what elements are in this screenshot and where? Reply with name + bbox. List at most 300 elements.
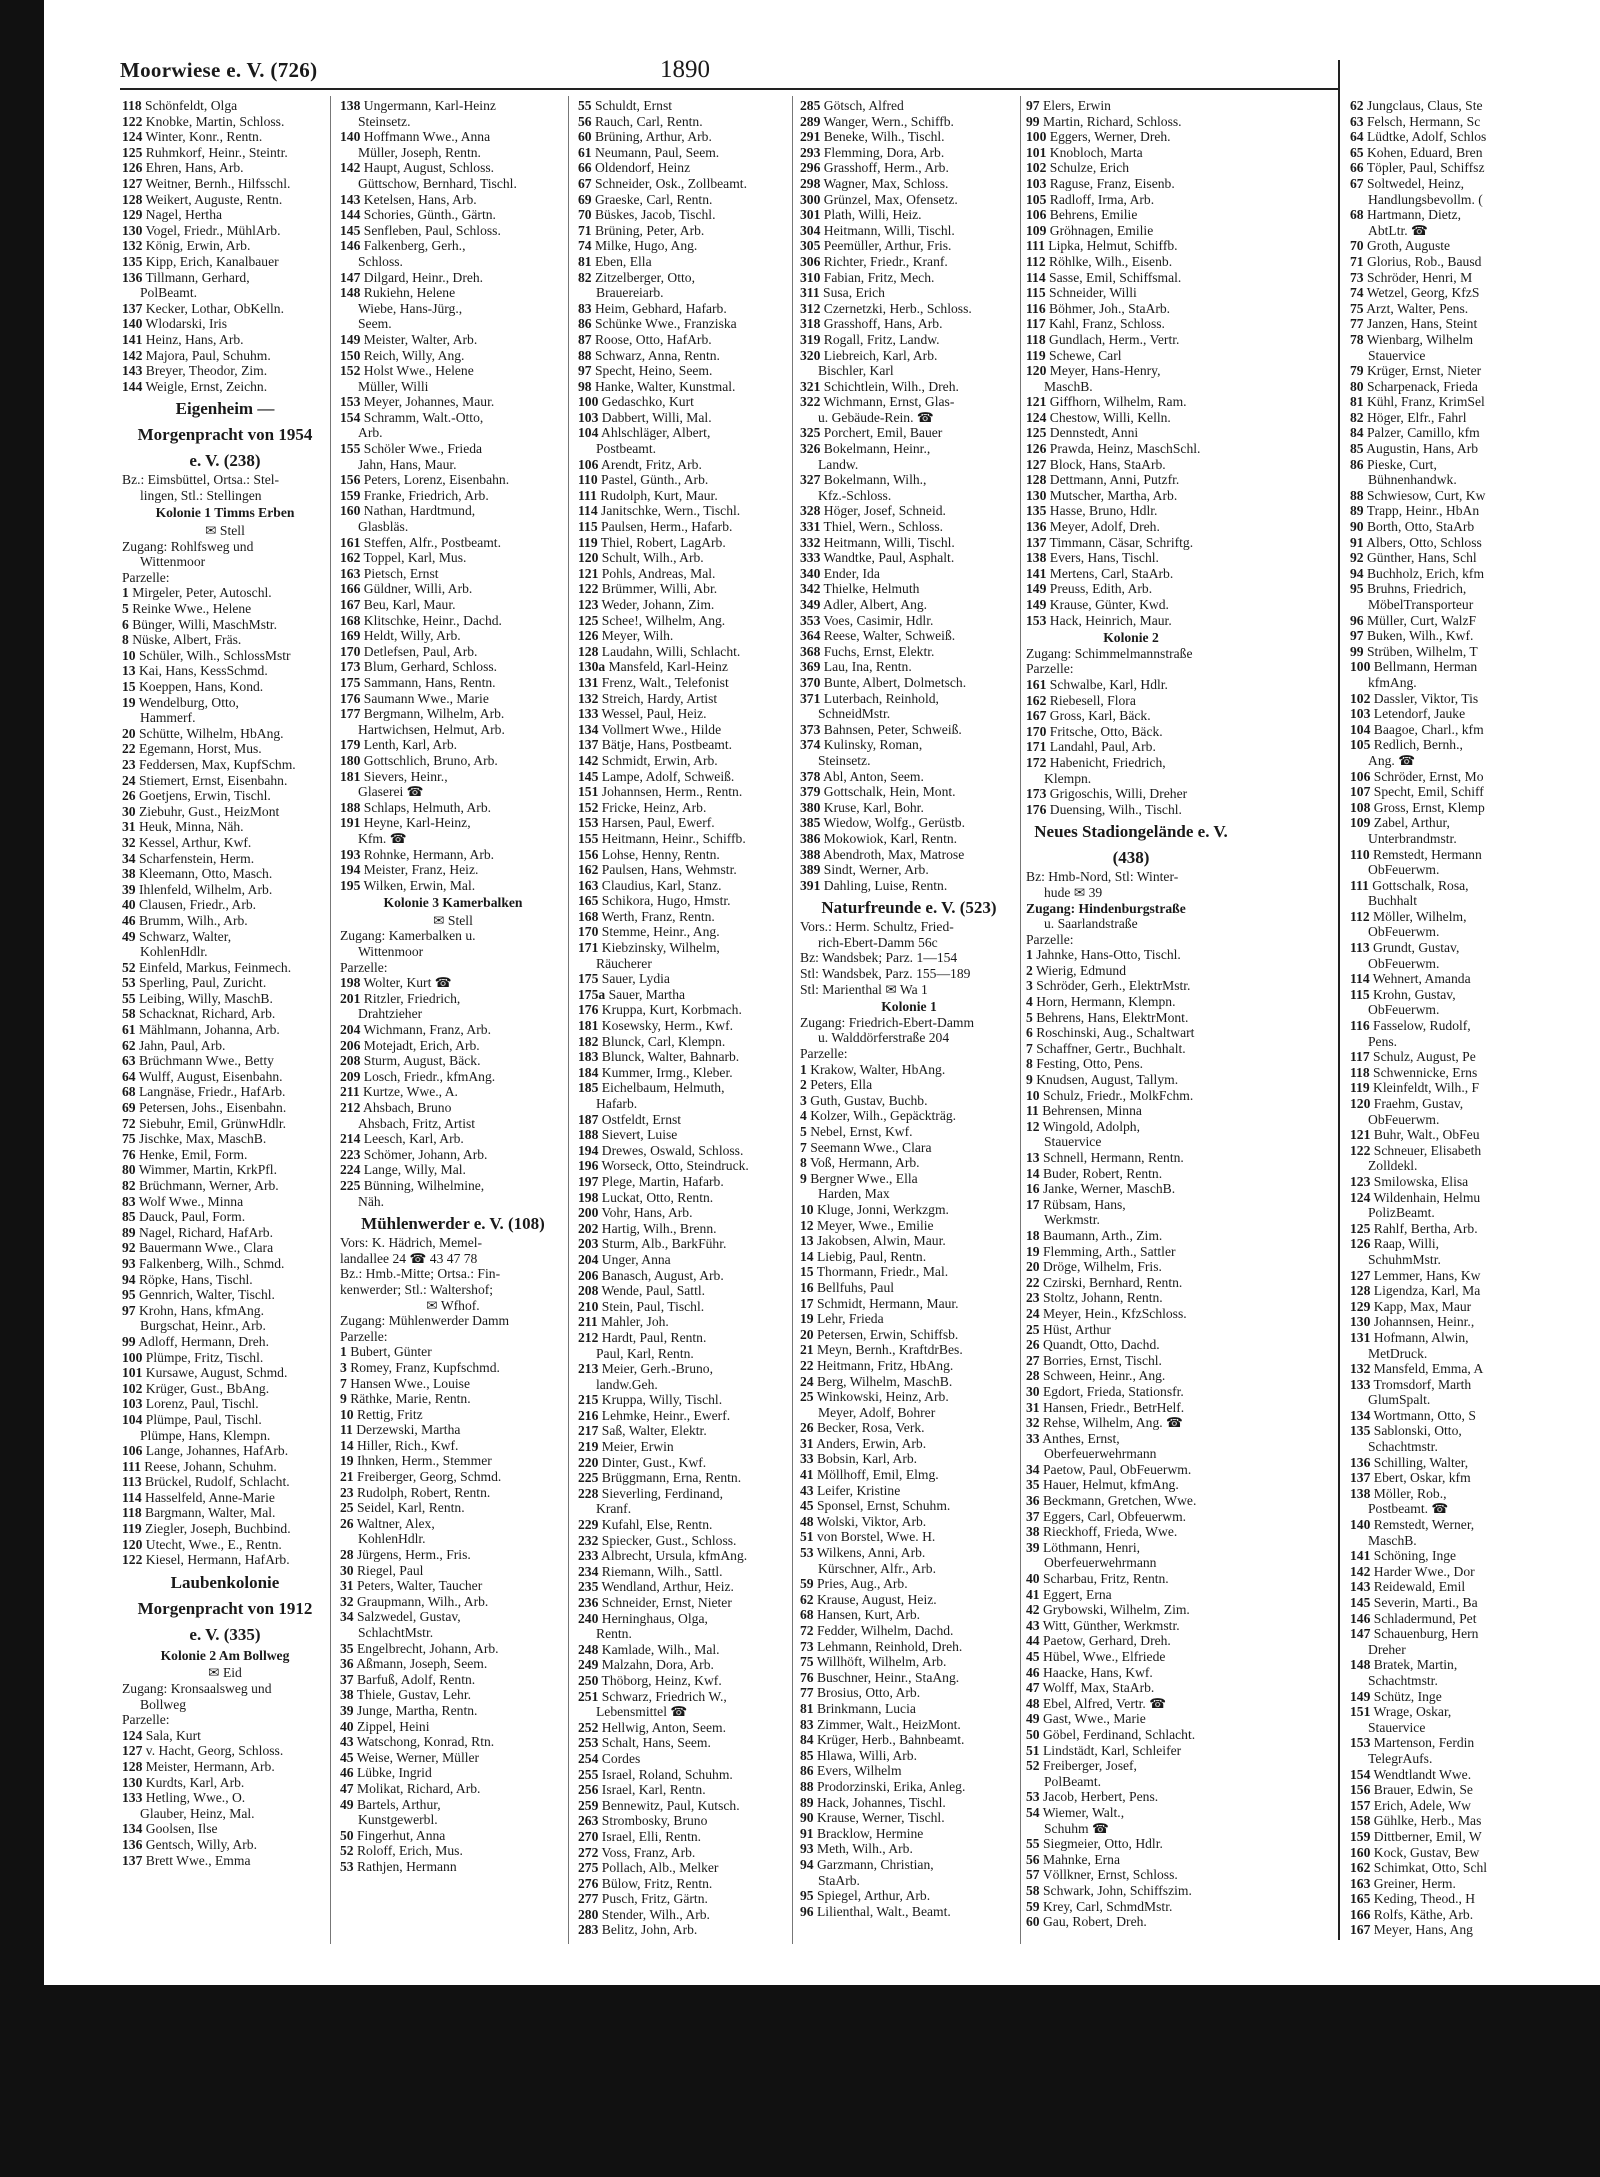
parcel-number: 96 xyxy=(1350,612,1364,628)
directory-entry: 130 Johannsen, Heinr., xyxy=(1350,1314,1475,1330)
parcel-number: 223 xyxy=(340,1146,361,1162)
section-info: Vors.: Herm. Schultz, Fried- xyxy=(800,919,954,935)
directory-entry: 379 Gottschalk, Hein, Mont. xyxy=(800,784,956,800)
directory-entry: 214 Leesch, Karl, Arb. xyxy=(340,1131,464,1147)
parcel-number: 298 xyxy=(800,175,821,191)
directory-entry: 169 Heldt, Willy, Arb. xyxy=(340,628,461,644)
directory-entry: 61 Mählmann, Johanna, Arb. xyxy=(122,1022,280,1038)
directory-entry: 54 Wiemer, Walt., xyxy=(1026,1804,1125,1820)
entry-list xyxy=(122,585,328,1567)
directory-entry: 40 Clausen, Friedr., Arb. xyxy=(122,897,257,913)
parcel-number: 212 xyxy=(340,1100,361,1115)
parcel-number: 127 xyxy=(1350,1267,1371,1283)
parcel-number: 119 xyxy=(578,534,598,550)
parcel-number: 4 xyxy=(800,1108,807,1124)
parcel-number: 46 xyxy=(340,1765,354,1781)
parcel-number: 25 xyxy=(340,1500,354,1516)
directory-entry: 124 Winter, Konr., Rentn. xyxy=(122,129,263,145)
directory-entry: 4 Horn, Hermann, Klempn. xyxy=(1026,994,1176,1010)
directory-entry: 67 Soltwedel, Heinz, xyxy=(1350,175,1465,191)
directory-entry: 31 Peters, Walter, Taucher xyxy=(340,1578,483,1594)
directory-entry: 163 Greiner, Herm. xyxy=(1350,1875,1456,1891)
parcel-number: 8 xyxy=(800,1155,807,1171)
directory-entry: 19 Lehr, Frieda xyxy=(800,1311,884,1327)
directory-entry: 115 Schneider, Willi xyxy=(1026,285,1137,301)
directory-entry: Schachtmstr. xyxy=(1368,1439,1438,1455)
directory-entry: 32 Graupmann, Wilh., Arb. xyxy=(340,1593,489,1609)
parcel-number: 318 xyxy=(800,316,821,332)
parcel-number: 137 xyxy=(1026,534,1047,550)
directory-entry: 21 Meyn, Bernh., KraftdrBes. xyxy=(800,1342,963,1358)
parcel-number: 128 xyxy=(122,1759,143,1774)
directory-entry: 236 Schneider, Ernst, Nieter xyxy=(578,1595,732,1610)
directory-entry: 206 Motejadt, Erich, Arb. xyxy=(340,1037,480,1053)
directory-entry: Arb. xyxy=(358,425,383,441)
directory-entry: 103 Letendorf, Jauke xyxy=(1350,706,1466,722)
parcel-number: 204 xyxy=(340,1022,361,1038)
directory-entry: 37 Barfuß, Adolf, Rentn. xyxy=(340,1671,476,1687)
directory-entry: 5 Behrens, Hans, ElektrMont. xyxy=(1026,1009,1189,1025)
directory-entry: 177 Bergmann, Wilhelm, Arb. xyxy=(340,706,505,722)
directory-entry: 46 Brumm, Wilh., Arb. xyxy=(122,912,248,928)
parcel-number: 21 xyxy=(800,1342,814,1358)
directory-entry: 95 Gennrich, Walter, Tischl. xyxy=(122,1287,275,1303)
directory-entry: 256 Israel, Karl, Rentn. xyxy=(578,1782,706,1798)
directory-entry: 41 Möllhoff, Emil, Elmg. xyxy=(800,1467,939,1483)
parcel-number: 133 xyxy=(122,1790,143,1806)
kolonie-title: Kolonie 2 xyxy=(1103,630,1159,646)
directory-entry: Drahtzieher xyxy=(358,1006,423,1022)
parcel-number: 120 xyxy=(578,550,599,566)
parcel-number: 391 xyxy=(800,877,821,893)
parcel-number: 277 xyxy=(578,1891,599,1907)
parcel-number: 203 xyxy=(578,1236,599,1252)
directory-entry: 18 Baumann, Arth., Zim. xyxy=(1026,1227,1163,1243)
parcel-number: 143 xyxy=(1350,1579,1371,1595)
parcel-number: 131 xyxy=(578,674,599,690)
parcel-number: 14 xyxy=(800,1248,814,1264)
parcel-number: 149 xyxy=(1026,597,1047,612)
directory-entry: 255 Israel, Roland, Schuhm. xyxy=(578,1766,733,1782)
directory-entry: 135 Kipp, Erich, Kanalbauer xyxy=(122,253,279,269)
parcel-number: 24 xyxy=(1026,1305,1040,1321)
parcel-number: 106 xyxy=(578,456,599,472)
directory-entry: 3 Romey, Franz, Kupfschmd. xyxy=(340,1359,500,1375)
parcel-number: 94 xyxy=(122,1271,136,1287)
directory-entry: 47 Wolff, Max, StaArb. xyxy=(1026,1680,1155,1696)
parcel-number: 91 xyxy=(800,1825,814,1841)
section-title: e. V. (238) xyxy=(189,451,261,471)
directory-entry: 125 Schee!, Wilhelm, Ang. xyxy=(578,612,726,628)
directory-entry: 293 Flemming, Dora, Arb. xyxy=(800,144,945,160)
directory-entry: 132 König, Erwin, Arb. xyxy=(122,238,251,254)
parcel-number: 103 xyxy=(1350,706,1371,722)
directory-entry: Stauervice xyxy=(1044,1134,1102,1150)
scan-border-left xyxy=(0,0,44,2177)
directory-entry: 202 Hartig, Wilh., Brenn. xyxy=(578,1220,717,1236)
directory-entry: 378 Abl, Anton, Seem. xyxy=(800,768,924,784)
parcel-number: 130 xyxy=(1350,1314,1371,1330)
parcel-number: 80 xyxy=(1350,378,1364,394)
section-info: ✉ Wfhof. xyxy=(426,1297,480,1313)
parcel-number: 95 xyxy=(800,1888,814,1904)
directory-entry: 91 Bracklow, Hermine xyxy=(800,1825,924,1841)
directory-entry: 32 Kessel, Arthur, Kwf. xyxy=(122,834,252,850)
parcel-number: 68 xyxy=(122,1084,136,1100)
directory-entry: 137 Timmann, Cäsar, Schriftg. xyxy=(1026,534,1194,550)
directory-entry: 64 Wulff, August, Eisenbahn. xyxy=(122,1068,283,1084)
directory-entry: 1 Mirgeler, Peter, Autoschl. xyxy=(122,585,272,601)
parcel-number: 209 xyxy=(340,1068,361,1084)
directory-entry: SchlachtMstr. xyxy=(358,1625,434,1640)
directory-entry: 146 Schladermund, Pet xyxy=(1350,1610,1477,1626)
directory-entry: 90 Borth, Otto, StaArb xyxy=(1350,519,1475,535)
parcel-number: 12 xyxy=(800,1217,814,1233)
directory-entry: 321 Schichtlein, Wilh., Dreh. xyxy=(800,378,959,394)
directory-entry: 70 Büskes, Jacob, Tischl. xyxy=(578,207,716,223)
directory-entry: 36 Aßmann, Joseph, Seem. xyxy=(340,1656,488,1672)
parcel-number: 119 xyxy=(1350,1080,1370,1096)
parcel-number: 211 xyxy=(340,1084,360,1100)
parcel-number: 167 xyxy=(340,597,361,612)
directory-entry: 87 Roose, Otto, HafArb. xyxy=(578,331,712,347)
parcel-number: 90 xyxy=(800,1810,814,1826)
parcel-number: 3 xyxy=(1026,978,1033,994)
directory-entry: 9 Räthke, Marie, Rentn. xyxy=(340,1391,471,1407)
parcel-number: 77 xyxy=(1350,316,1364,332)
directory-entry: 374 Kulinsky, Roman, xyxy=(800,737,923,753)
parcel-number: 130 xyxy=(122,1774,143,1790)
directory-entry: 149 Preuss, Edith, Arb. xyxy=(1026,581,1153,597)
directory-entry: 42 Grybowski, Wilhelm, Zim. xyxy=(1026,1602,1190,1618)
parcel-number: 69 xyxy=(578,191,592,207)
directory-entry: 68 Hansen, Kurt, Arb. xyxy=(800,1607,921,1623)
parcel-number: 10 xyxy=(1026,1087,1040,1103)
directory-entry: 22 Egemann, Horst, Mus. xyxy=(122,741,262,757)
directory-entry: 88 Prodorzinski, Erika, Anleg. xyxy=(800,1778,966,1794)
parcel-number: 55 xyxy=(1026,1836,1040,1852)
parcel-number: 124 xyxy=(1350,1189,1371,1205)
directory-entry: 75 Arzt, Walter, Pens. xyxy=(1350,300,1469,316)
directory-entry: 53 Wilkens, Anni, Arb. xyxy=(800,1545,926,1561)
parcel-number: 88 xyxy=(800,1778,814,1794)
parcel-number: 50 xyxy=(1026,1726,1040,1742)
parcel-number: 53 xyxy=(340,1858,354,1874)
directory-entry: 111 Rudolph, Kurt, Maur. xyxy=(578,487,718,503)
directory-entry: Hafarb. xyxy=(596,1096,638,1111)
directory-entry: 52 Freiberger, Josef, xyxy=(1026,1758,1137,1774)
directory-entry: 312 Czernetzki, Herb., Schloss. xyxy=(800,300,972,316)
column-3 xyxy=(578,98,790,1943)
parcel-number: 46 xyxy=(122,912,136,928)
parcel-number: 141 xyxy=(1026,565,1047,581)
parcel-number: 188 xyxy=(340,799,361,815)
parcel-number: 133 xyxy=(1350,1376,1371,1392)
directory-entry: 58 Schacknat, Richard, Arb. xyxy=(122,1006,276,1022)
parcel-number: 283 xyxy=(578,1922,599,1938)
directory-entry: 13 Jakobsen, Alwin, Maur. xyxy=(800,1233,946,1249)
column-1 xyxy=(122,98,328,1943)
directory-entry: 25 Hüst, Arthur xyxy=(1026,1321,1111,1337)
directory-entry: 106 Behrens, Emilie xyxy=(1026,207,1138,223)
directory-entry: 159 Franke, Friedrich, Arb. xyxy=(340,487,489,503)
parcel-number: 146 xyxy=(1350,1610,1371,1626)
parcel-number: 232 xyxy=(578,1532,599,1548)
directory-entry: 131 Frenz, Walt., Telefonist xyxy=(578,674,729,690)
directory-entry: 89 Nagel, Richard, HafArb. xyxy=(122,1224,273,1240)
directory-entry: 353 Voes, Casimir, Hdlr. xyxy=(800,612,934,628)
parcel-number: 16 xyxy=(1026,1181,1040,1197)
parcel-number: 202 xyxy=(578,1220,599,1236)
parcel-number: 59 xyxy=(800,1576,814,1592)
directory-entry: 80 Scharpenack, Frieda xyxy=(1350,378,1478,394)
parzelle-label: Parzelle: xyxy=(1026,661,1074,677)
directory-entry: 43 Witt, Günther, Werkmstr. xyxy=(1026,1617,1180,1633)
section-info: Bz: Wandsbek; Parz. 1—154 xyxy=(800,950,958,966)
access-info: u. Saarlandstraße xyxy=(1044,916,1138,932)
directory-entry: 385 Wiedow, Wolfg., Gerüstb. xyxy=(800,815,965,831)
parcel-number: 40 xyxy=(1026,1571,1040,1587)
section-info: kenwerder; Stl.: Waltershof; xyxy=(340,1281,494,1297)
directory-entry: 53 Rathjen, Hermann xyxy=(340,1858,457,1874)
parcel-number: 62 xyxy=(1350,98,1364,113)
directory-entry: 141 Mertens, Carl, StaArb. xyxy=(1026,565,1174,581)
directory-entry: 71 Glorius, Rob., Bausd xyxy=(1350,253,1482,269)
directory-entry: kfmAng. xyxy=(1368,674,1417,690)
parcel-number: 116 xyxy=(1350,1018,1370,1034)
directory-entry: 107 Specht, Emil, Schiff xyxy=(1350,784,1484,800)
directory-entry: 170 Detlefsen, Paul, Arb. xyxy=(340,643,478,659)
directory-entry: 16 Bellfuhs, Paul xyxy=(800,1279,895,1295)
parcel-number: 156 xyxy=(1350,1782,1371,1798)
parcel-number: 130a xyxy=(578,659,606,675)
directory-entry: 193 Rohnke, Hermann, Arb. xyxy=(340,846,495,862)
directory-entry: 75 Jischke, Max, MaschB. xyxy=(122,1131,267,1147)
post-code: ✉ Stell xyxy=(433,912,473,928)
directory-entry: 196 Worseck, Otto, Steindruck. xyxy=(578,1158,749,1174)
parcel-number: 145 xyxy=(1350,1595,1371,1610)
directory-entry: Kürschner, Alfr., Arb. xyxy=(818,1560,937,1576)
parcel-number: 250 xyxy=(578,1672,599,1688)
directory-entry: 99 Martin, Richard, Schloss. xyxy=(1026,113,1182,129)
parcel-number: 233 xyxy=(578,1548,599,1564)
directory-entry: 100 Bellmann, Herman xyxy=(1350,659,1478,675)
parcel-number: 135 xyxy=(122,253,143,269)
directory-entry: 64 Lüdtke, Adolf, Schlos xyxy=(1350,129,1487,145)
parcel-number: 120 xyxy=(1026,363,1047,379)
directory-entry: 154 Wendtlandt Wwe. xyxy=(1350,1766,1472,1782)
access-info: Zugang: Friedrich-Ebert-Damm xyxy=(800,1014,975,1030)
directory-entry: 124 Sala, Kurt xyxy=(122,1727,201,1743)
directory-entry: 34 Scharfenstein, Herm. xyxy=(122,850,255,866)
directory-entry: 55 Schuldt, Ernst xyxy=(578,98,673,113)
directory-entry: 32 Rehse, Wilhelm, Ang. ☎ xyxy=(1026,1415,1183,1431)
parcel-number: 154 xyxy=(340,409,361,425)
directory-entry: 304 Heitmann, Willi, Tischl. xyxy=(800,222,955,238)
post-code: ✉ Eid xyxy=(208,1665,242,1681)
parcel-number: 211 xyxy=(578,1314,598,1330)
directory-entry: 229 Kufahl, Else, Rentn. xyxy=(578,1517,713,1533)
parcel-number: 369 xyxy=(800,659,821,675)
parcel-number: 153 xyxy=(340,394,361,410)
parcel-number: 327 xyxy=(800,472,821,488)
parcel-number: 165 xyxy=(578,893,599,909)
directory-entry: 138 Möller, Rob., xyxy=(1350,1485,1447,1501)
parcel-number: 82 xyxy=(122,1178,136,1193)
directory-entry: 89 Trapp, Heinr., HbAn xyxy=(1350,503,1480,519)
directory-entry: ObFeuerwm. xyxy=(1368,924,1440,940)
parcel-number: 132 xyxy=(122,238,143,254)
parcel-number: 177 xyxy=(340,706,361,722)
parcel-number: 252 xyxy=(578,1719,599,1735)
parcel-number: 220 xyxy=(578,1454,599,1470)
directory-entry: 126 Raap, Willi, xyxy=(1350,1236,1440,1252)
directory-entry: PolBeamt. xyxy=(1044,1773,1102,1789)
parcel-number: 215 xyxy=(578,1392,599,1408)
parcel-number: 126 xyxy=(122,160,143,176)
directory-entry: 124 Wildenhain, Helmu xyxy=(1350,1189,1481,1205)
parcel-number: 332 xyxy=(800,534,821,550)
directory-entry: 270 Israel, Elli, Rentn. xyxy=(578,1828,702,1844)
parcel-number: 80 xyxy=(122,1162,136,1178)
parcel-number: 125 xyxy=(1350,1220,1371,1236)
directory-entry: 93 Meth, Wilh., Arb. xyxy=(800,1841,913,1857)
parcel-number: 16 xyxy=(800,1279,814,1295)
parcel-number: 325 xyxy=(800,425,821,441)
directory-entry: MetDruck. xyxy=(1368,1345,1428,1361)
parcel-number: 45 xyxy=(1026,1649,1040,1664)
directory-entry: 172 Habenicht, Friedrich, xyxy=(1026,754,1166,770)
parcel-number: 96 xyxy=(800,1903,814,1919)
parcel-number: 149 xyxy=(1350,1688,1371,1704)
directory-entry: 8 Nüske, Albert, Fräs. xyxy=(122,632,242,648)
directory-entry: 331 Thiel, Wern., Schloss. xyxy=(800,519,944,535)
directory-entry: 149 Schütz, Inge xyxy=(1350,1688,1442,1704)
directory-entry: Ang. ☎ xyxy=(1368,752,1416,768)
directory-entry: Räucherer xyxy=(596,955,652,971)
directory-entry: 109 Gröhnagen, Emilie xyxy=(1026,222,1154,238)
directory-entry: Buchhalt xyxy=(1368,893,1418,909)
directory-entry: 296 Grasshoff, Herm., Arb. xyxy=(800,160,949,176)
parcel-number: 98 xyxy=(578,378,592,394)
directory-entry: 188 Sievert, Luise xyxy=(578,1127,678,1143)
directory-entry: 137 Kecker, Lothar, ObKelln. xyxy=(122,300,284,316)
directory-entry: 112 Röhlke, Wilh., Eisenb. xyxy=(1026,253,1173,269)
section-info: lingen, Stl.: Stellingen xyxy=(140,487,262,503)
directory-entry: 167 Beu, Karl, Maur. xyxy=(340,597,456,612)
parcel-number: 70 xyxy=(578,207,592,223)
parcel-number: 182 xyxy=(578,1033,599,1049)
directory-entry: 198 Luckat, Otto, Rentn. xyxy=(578,1189,714,1205)
parcel-number: 43 xyxy=(1026,1617,1040,1633)
parcel-number: 194 xyxy=(340,862,361,878)
directory-entry: landw.Geh. xyxy=(596,1376,658,1392)
directory-entry: 132 Streich, Hardy, Artist xyxy=(578,690,718,706)
directory-entry: 14 Buder, Robert, Rentn. xyxy=(1026,1165,1163,1181)
parcel-number: 141 xyxy=(1350,1548,1371,1564)
directory-entry: 223 Schömer, Johann, Arb. xyxy=(340,1146,488,1162)
parcel-number: 111 xyxy=(1350,877,1369,893)
directory-entry: 92 Günther, Hans, Schl xyxy=(1350,550,1477,566)
section-info: hude ✉ 39 xyxy=(1044,884,1103,900)
parcel-number: 83 xyxy=(122,1193,136,1209)
directory-entry: 171 Landahl, Paul, Arb. xyxy=(1026,739,1156,755)
directory-entry: 145 Lampe, Adolf, Schweiß. xyxy=(578,768,735,784)
directory-entry: Burgschat, Heinr., Arb. xyxy=(140,1318,266,1334)
directory-entry: 13 Kai, Hans, KessSchmd. xyxy=(122,663,268,679)
parcel-number: 64 xyxy=(1350,129,1364,145)
directory-entry: 71 Brüning, Peter, Arb. xyxy=(578,222,705,238)
parcel-number: 39 xyxy=(340,1702,354,1718)
parcel-number: 20 xyxy=(122,725,136,741)
directory-entry: 21 Freiberger, Georg, Schmd. xyxy=(340,1469,502,1485)
kolonie-title: Kolonie 3 Kamerbalken xyxy=(383,895,523,911)
parcel-number: 170 xyxy=(1026,723,1047,739)
parcel-number: 112 xyxy=(1350,908,1370,924)
parcel-number: 28 xyxy=(1026,1368,1040,1384)
parcel-number: 216 xyxy=(578,1407,599,1423)
parcel-number: 140 xyxy=(1350,1517,1371,1533)
directory-entry: 67 Schneider, Osk., Zollbeamt. xyxy=(578,175,747,191)
parcel-number: 36 xyxy=(340,1656,354,1672)
directory-entry: 120 Fraehm, Gustav, xyxy=(1350,1096,1464,1111)
directory-entry: 157 Erich, Adele, Ww xyxy=(1350,1797,1471,1813)
parcel-number: 156 xyxy=(578,846,599,862)
directory-entry: 5 Reinke Wwe., Helene xyxy=(122,601,252,617)
parcel-number: 168 xyxy=(340,612,361,628)
directory-entry: 149 Meister, Walter, Arb. xyxy=(340,331,478,347)
directory-entry: Paul, Karl, Rentn. xyxy=(596,1345,694,1361)
directory-entry: 60 Brüning, Arthur, Arb. xyxy=(578,129,712,145)
directory-entry: u. Gebäude-Rein. ☎ xyxy=(818,409,934,425)
entry-list xyxy=(578,98,790,1938)
parcel-number: 304 xyxy=(800,222,821,238)
directory-entry: 201 Ritzler, Friedrich, xyxy=(340,990,461,1006)
parcel-number: 89 xyxy=(800,1794,814,1810)
directory-entry: 333 Wandtke, Paul, Asphalt. xyxy=(800,550,955,566)
directory-entry: MöbelTransporteur xyxy=(1368,597,1474,612)
directory-entry: 1 Bubert, Günter xyxy=(340,1344,432,1360)
directory-entry: Stauervice xyxy=(1368,1719,1426,1735)
directory-entry: 137 Ebert, Oskar, kfm xyxy=(1350,1470,1471,1486)
parcel-number: 184 xyxy=(578,1064,599,1080)
parcel-number: 185 xyxy=(578,1080,599,1096)
parcel-number: 5 xyxy=(800,1124,807,1139)
directory-entry: 127 v. Hacht, Georg, Schloss. xyxy=(122,1743,284,1759)
directory-entry: 128 Laudahn, Willi, Schlacht. xyxy=(578,643,741,659)
parcel-number: 70 xyxy=(1350,238,1364,254)
directory-entry: 6 Bünger, Willi, MaschMstr. xyxy=(122,616,277,632)
parcel-number: 9 xyxy=(800,1170,807,1186)
directory-entry: 143 Reidewald, Emil xyxy=(1350,1579,1466,1595)
access-info: Zugang: Schimmelmannstraße xyxy=(1026,645,1193,661)
directory-entry: 31 Anders, Erwin, Arb. xyxy=(800,1435,927,1451)
parcel-number: 49 xyxy=(1026,1711,1040,1727)
directory-entry: Wiebe, Hans-Jürg., xyxy=(358,300,463,316)
access-info: Zugang: Hindenburgstraße xyxy=(1026,900,1186,916)
parcel-number: 175 xyxy=(340,674,361,690)
parcel-number: 385 xyxy=(800,815,821,831)
directory-entry: 99 Adloff, Hermann, Dreh. xyxy=(122,1333,269,1349)
parcel-number: 44 xyxy=(1026,1633,1040,1649)
parcel-number: 1 xyxy=(122,585,129,601)
directory-entry: 92 Bauermann Wwe., Clara xyxy=(122,1240,274,1256)
directory-entry: 208 Wende, Paul, Sattl. xyxy=(578,1283,706,1299)
parcel-number: 163 xyxy=(1350,1875,1371,1891)
directory-entry: 9 Bergner Wwe., Ella xyxy=(800,1170,918,1186)
directory-entry: KohlenHdlr. xyxy=(140,944,208,960)
directory-entry: 128 Meister, Hermann, Arb. xyxy=(122,1759,275,1774)
